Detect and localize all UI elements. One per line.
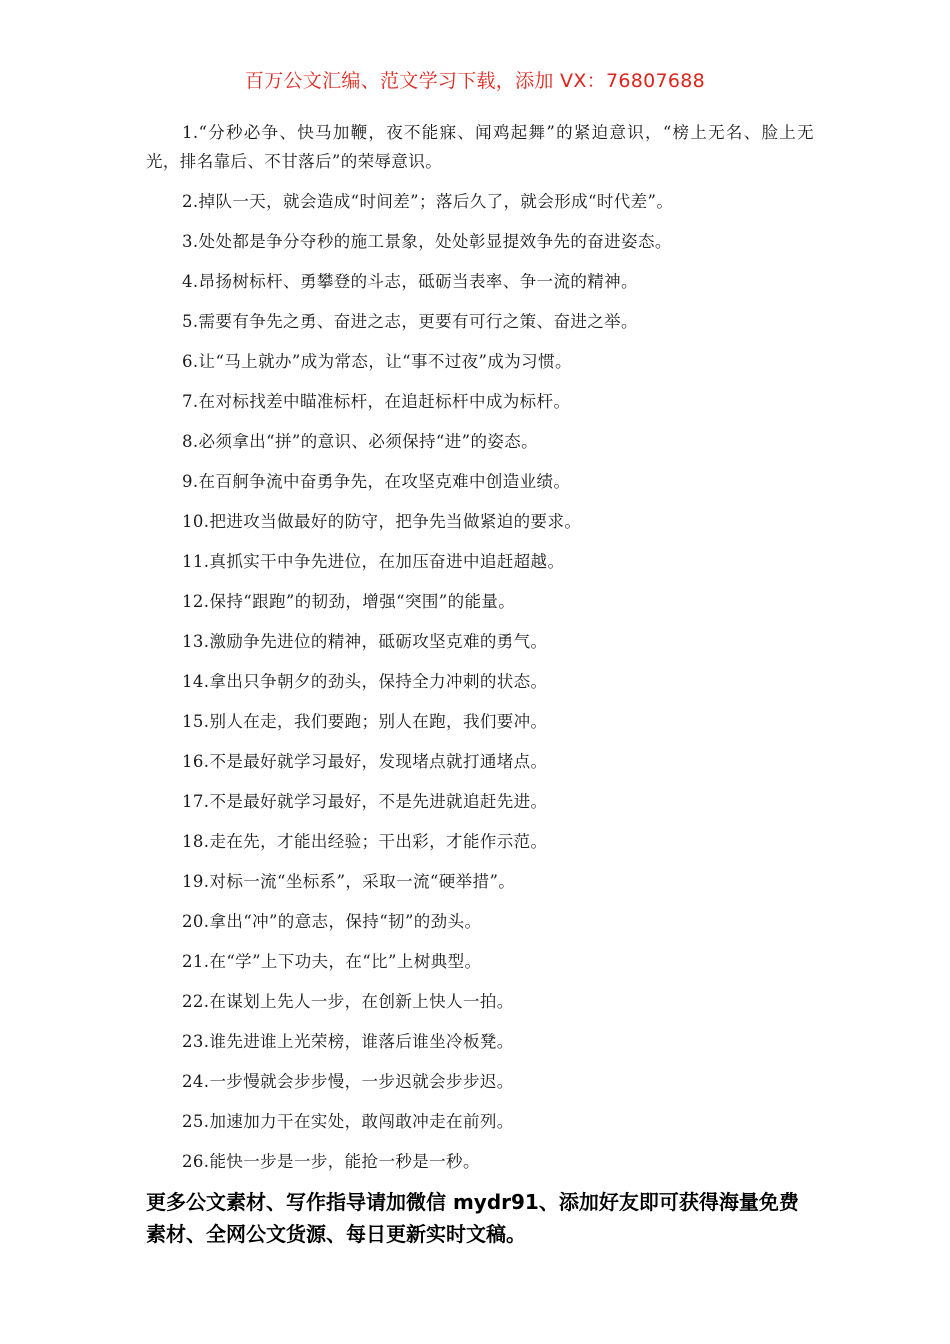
list-item: 13.激励争先进位的精神，砥砺攻坚克难的勇气。 xyxy=(182,632,548,651)
list-item: 19.对标一流“坐标系”，采取一流“硬举措”。 xyxy=(182,872,516,891)
list-item: 24.一步慢就会步步慢，一步迟就会步步迟。 xyxy=(182,1072,514,1091)
list-item: 20.拿出“冲”的意志，保持“韧”的劲头。 xyxy=(182,912,482,931)
list-item: 12.保持“跟跑”的韧劲，增强“突围”的能量。 xyxy=(182,592,516,611)
list-item: 14.拿出只争朝夕的劲头，保持全力冲刺的状态。 xyxy=(182,672,548,691)
document-body xyxy=(146,118,814,1187)
list-item: 4.昂扬树标杆、勇攀登的斗志，砥砺当表率、争一流的精神。 xyxy=(182,272,638,291)
list-item: 25.加速加力干在实处，敢闯敢冲走在前列。 xyxy=(182,1112,514,1131)
list-item: 15.别人在走，我们要跑；别人在跑，我们要冲。 xyxy=(182,712,548,731)
list-item: 10.把进攻当做最好的防守，把争先当做紧迫的要求。 xyxy=(182,512,582,531)
list-item: 26.能快一步是一步，能抢一秒是一秒。 xyxy=(182,1152,480,1171)
list-item: 6.让“马上就办”成为常态，让“事不过夜”成为习惯。 xyxy=(182,352,572,371)
list-item: 3.处处都是争分夺秒的施工景象，处处彰显提效争先的奋进姿态。 xyxy=(182,232,672,251)
list-item: 21.在“学”上下功夫，在“比”上树典型。 xyxy=(182,952,482,971)
list-item: 22.在谋划上先人一步，在创新上快人一拍。 xyxy=(182,992,514,1011)
footer-note: 更多公文素材、写作指导请加微信 mydr91、添加好友即可获得海量免费素材、全网公文货源、每日更新实时文稿。 xyxy=(146,1190,799,1246)
list-item: 17.不是最好就学习最好，不是先进就追赶先进。 xyxy=(182,792,548,811)
list-item: 7.在对标找差中瞄准标杆，在追赶标杆中成为标杆。 xyxy=(182,392,571,411)
list-item: 2.掉队一天，就会造成“时间差”；落后久了，就会形成“时代差”。 xyxy=(182,192,674,211)
list-item: 1.“分秒必争、快马加鞭，夜不能寐、闻鸡起舞”的紧迫意识，“榜上无名、脸上无光，排名靠后、不甘落后”的荣辱意识。 xyxy=(146,123,814,171)
list-item: 16.不是最好就学习最好，发现堵点就打通堵点。 xyxy=(182,752,548,771)
list-item: 5.需要有争先之勇、奋进之志，更要有可行之策、奋进之举。 xyxy=(182,312,638,331)
list-item: 23.谁先进谁上光荣榜，谁落后谁坐冷板凳。 xyxy=(182,1032,514,1051)
list-item: 8.必须拿出“拼”的意识、必须保持“进”的姿态。 xyxy=(182,432,539,451)
page-header-watermark: 百万公文汇编、范文学习下载，添加 VX：76807688 xyxy=(244,70,706,92)
list-item: 18.走在先，才能出经验；干出彩，才能作示范。 xyxy=(182,832,548,851)
list-item: 9.在百舸争流中奋勇争先，在攻坚克难中创造业绩。 xyxy=(182,472,571,491)
list-item: 11.真抓实干中争先进位，在加压奋进中追赶超越。 xyxy=(182,552,565,571)
